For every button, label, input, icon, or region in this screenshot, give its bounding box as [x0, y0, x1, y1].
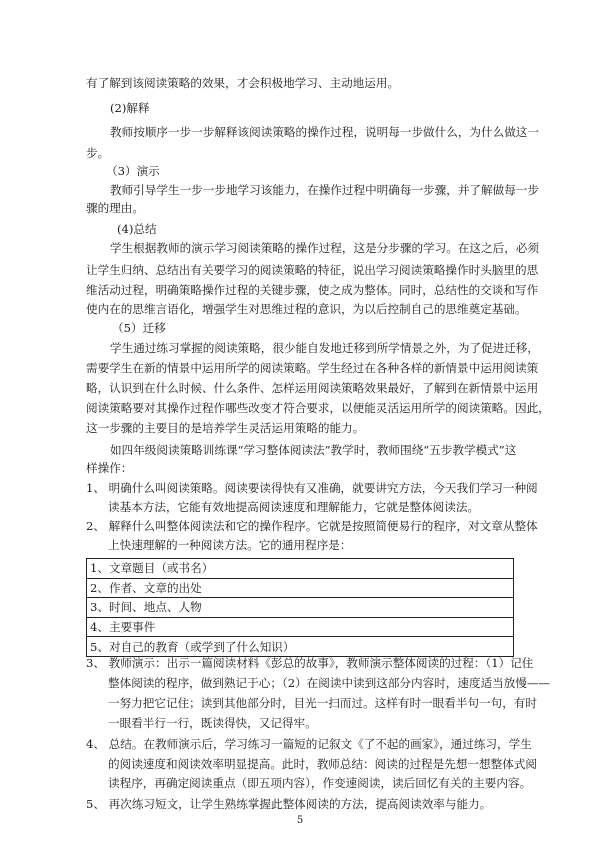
list-item: 5、 再次练习短文，让学生熟练掌握此整体阅读的方法，提高阅读效率与能力。 — [86, 797, 492, 811]
list-item-continuation: 一努力把它记住；读到其他部分时，目光一扫而过。这样有时一眼看半句一句，有时 — [108, 696, 537, 710]
paragraph-line: 学生通过练习掌握的阅读策略，很少能自发地迁移到所学情景之外，为了促进迁移， — [110, 341, 539, 355]
table-cell: 2、作者、文章的出处 — [87, 578, 514, 598]
paragraph-line: 使内在的思维言语化，增强学生对思维过程的意识，为以后控制自己的思维奠定基础。 — [86, 302, 527, 316]
list-item-continuation: 上快速理解的一种阅读方法。它的通用程序是： — [108, 538, 352, 552]
paragraph-line: 让学生归纳、总结出有关要学习的阅读策略的特征，说出学习阅读策略操作时头脑里的思 — [86, 263, 539, 277]
table-row — [87, 637, 514, 657]
list-item: 4、 总结。在教师演示后，学习练习一篇短的记叙文《了不起的画家》，通过练习，学生 — [86, 737, 532, 751]
paragraph-line: 维活动过程，明确策略操作过程的关键步骤，使之成为整体。同时，总结性的交谈和写作 — [86, 283, 539, 297]
paragraph-line: 阅读策略要对其操作过程作哪些改变才符合要求，以便能灵活运用所学的阅读策略。因此， — [86, 401, 550, 415]
table-row — [87, 578, 514, 598]
paragraph-line: 这一步骤的主要目的是培养学生灵活运用策略的能力。 — [86, 421, 365, 435]
list-item: 2、 解释什么叫整体阅读法和它的操作程序。它就是按照简便易行的程序，对文章从整体 — [86, 519, 538, 533]
section-heading: (2)解释 — [110, 101, 150, 115]
paragraph-line: 有了解到该阅读策略的效果，才会积极地学习、主动地运用。 — [86, 76, 400, 90]
paragraph-line: 骤的理由。 — [86, 201, 144, 215]
paragraph-line: 步。 — [86, 146, 110, 160]
section-heading: (4)总结 — [117, 222, 157, 236]
list-item-continuation: 读程序，再确定阅读重点（即五项内容），作变速阅读，读后回忆有关的主要内容。 — [108, 776, 532, 790]
table-row — [87, 559, 514, 579]
paragraph-line: 需要学生在新的情景中运用所学的阅读策略。学生经过在各种各样的新情景中运用阅读策 — [86, 361, 539, 375]
table-cell: 3、时间、地点、人物 — [87, 598, 514, 618]
list-item-continuation: 整体阅读的程序，做到熟记于心；（2）在阅读中读到这部分内容时，速度适当放慢—— — [108, 676, 551, 690]
paragraph-line: 略，认识到在什么时候、什么条件、怎样运用阅读策略效果最好，了解到在新情景中运用 — [86, 381, 539, 395]
list-item-continuation: 一眼看半行一行，既读得快，又记得牢。 — [108, 716, 317, 730]
table-cell: 5、对自己的教育（或学到了什么知识） — [87, 637, 514, 657]
list-item-continuation: 的阅读速度和阅读效率明显提高。此时，教师总结：阅读的过程是先想一想整体式阅 — [108, 757, 537, 771]
procedure-table — [86, 558, 514, 657]
paragraph-line: 学生根据教师的演示学习阅读策略的操作过程，这是分步骤的学习。在这之后，必须 — [110, 241, 539, 255]
section-heading: （3）演示 — [106, 164, 160, 178]
paragraph-line: 教师按顺序一步一步解释该阅读策略的操作过程，说明每一步做什么，为什么做这一 — [110, 125, 539, 139]
paragraph-line: 样操作： — [86, 461, 133, 475]
table-row — [87, 617, 514, 637]
page-number: 5 — [296, 815, 304, 826]
paragraph-line: 教师引导学生一步一步地学习该能力，在操作过程中明确每一步骤，并了解做每一步 — [110, 183, 539, 197]
list-item: 1、 明确什么叫阅读策略。阅读要读得快有又准确，就要讲究方法，今天我们学习一种阅 — [86, 481, 538, 495]
table-cell: 4、主要事件 — [87, 617, 514, 637]
list-item-continuation: 读基本方法，它能有效地提高阅读速度和理解能力，它就是整体阅读法。 — [108, 500, 480, 514]
table-row — [87, 598, 514, 618]
table-cell: 1、文章题目（或书名） — [87, 559, 514, 579]
section-heading: （5）迁移 — [112, 321, 166, 335]
paragraph-line: 如四年级阅读策略训练课“学习整体阅读法”教学时，教师围绕“五步教学模式”这 — [110, 443, 517, 457]
list-item: 3、 教师演示：出示一篇阅读材料《彭总的故事》，教师演示整体阅读的过程：（1）记住 — [86, 656, 534, 670]
